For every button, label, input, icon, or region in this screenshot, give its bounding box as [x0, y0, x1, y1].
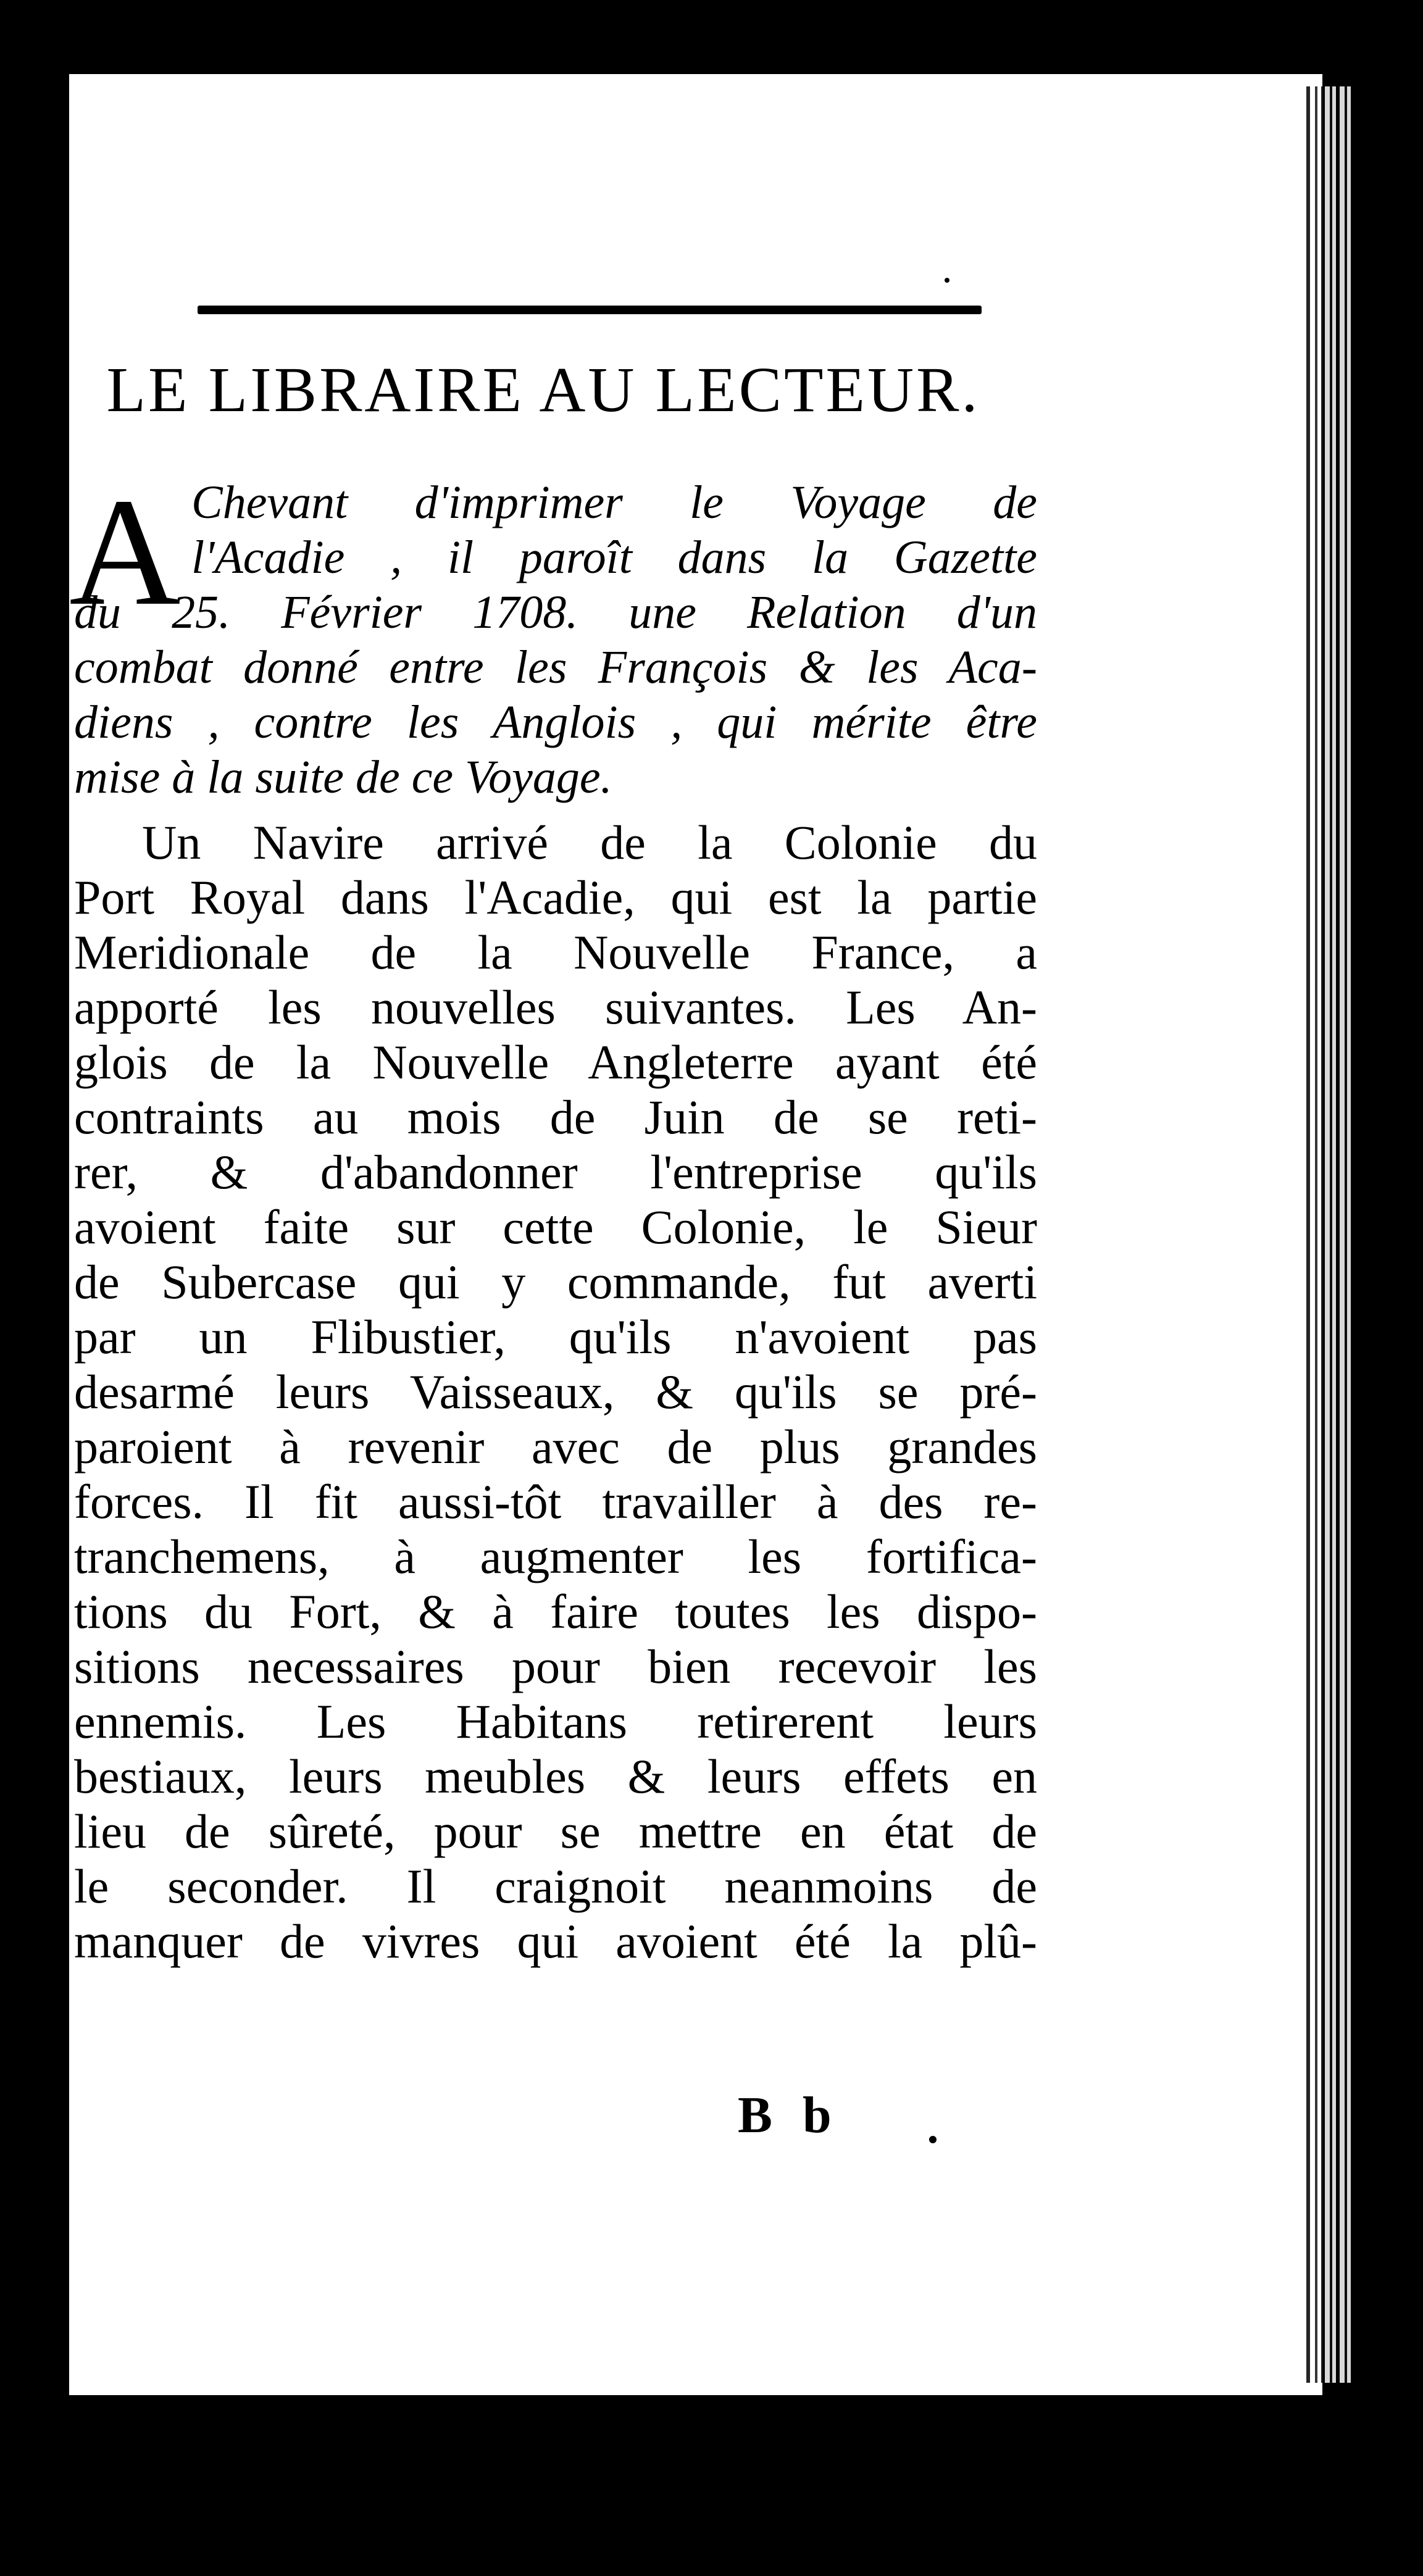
ink-speck: [929, 2136, 937, 2143]
header-rule: [198, 306, 982, 314]
intro-line: Chevant d'imprimer le Voyage de: [191, 477, 1037, 528]
body-line: ennemis. Les Habitans retirerent leurs: [74, 1694, 1037, 1748]
intro-line: mise à la suite de ce Voyage.: [74, 751, 612, 803]
body-line: de Subercase qui y commande, fut averti: [74, 1255, 1037, 1309]
body-line: apporté les nouvelles suivantes. Les An-: [74, 980, 1037, 1034]
header-rule-ornament: •: [972, 294, 982, 322]
ink-speck: [945, 278, 949, 283]
body-line: tions du Fort, & à faire toutes les dispo-: [74, 1585, 1037, 1638]
body-line: desarmé leurs Vaisseaux, & qu'ils se pré-: [74, 1365, 1037, 1419]
body-line: avoient faite sur cette Colonie, le Sieur: [74, 1200, 1037, 1254]
signature-mark: B b: [738, 2086, 840, 2144]
body-line: bestiaux, leurs meubles & leurs effets en: [74, 1749, 1037, 1803]
drop-cap: A: [69, 467, 181, 638]
page-edge-stack: [1303, 86, 1352, 2383]
body-line: rer, & d'abandonner l'entreprise qu'ils: [74, 1145, 1037, 1199]
body-line: Un Navire arrivé de la Colonie du: [142, 815, 1037, 869]
ink-speck: [531, 2404, 568, 2407]
intro-line: du 25. Février 1708. une Relation d'un: [74, 586, 1037, 638]
body-line: paroient à revenir avec de plus grandes: [74, 1420, 1037, 1473]
page-heading: LE LIBRAIRE AU LECTEUR.: [106, 354, 980, 425]
body-paragraph: [74, 815, 1037, 1969]
body-line: forces. Il fit aussi-tôt travailler à des re-: [74, 1475, 1037, 1528]
body-line: Port Royal dans l'Acadie, qui est la partie: [74, 870, 1037, 924]
body-line: sitions necessaires pour bien recevoir les: [74, 1640, 1037, 1693]
body-line: le seconder. Il craignoit neanmoins de: [74, 1859, 1037, 1913]
body-line: lieu de sûreté, pour se mettre en état de: [74, 1804, 1037, 1858]
body-line: glois de la Nouvelle Angleterre ayant été: [74, 1035, 1037, 1089]
intro-line: l'Acadie , il paroît dans la Gazette: [191, 531, 1037, 583]
body-line: par un Flibustier, qu'ils n'avoient pas: [74, 1310, 1037, 1364]
body-line: manquer de vivres qui avoient été la plû-: [74, 1914, 1037, 1968]
intro-line: diens , contre les Anglois , qui mérite être: [74, 696, 1037, 748]
intro-paragraph: [74, 475, 1037, 805]
body-line: tranchemens, à augmenter les fortifica-: [74, 1530, 1037, 1583]
body-line: Meridionale de la Nouvelle France, a: [74, 925, 1037, 979]
body-line: contraints au mois de Juin de se reti-: [74, 1090, 1037, 1144]
intro-line: combat donné entre les François & les Aca-: [74, 641, 1037, 693]
